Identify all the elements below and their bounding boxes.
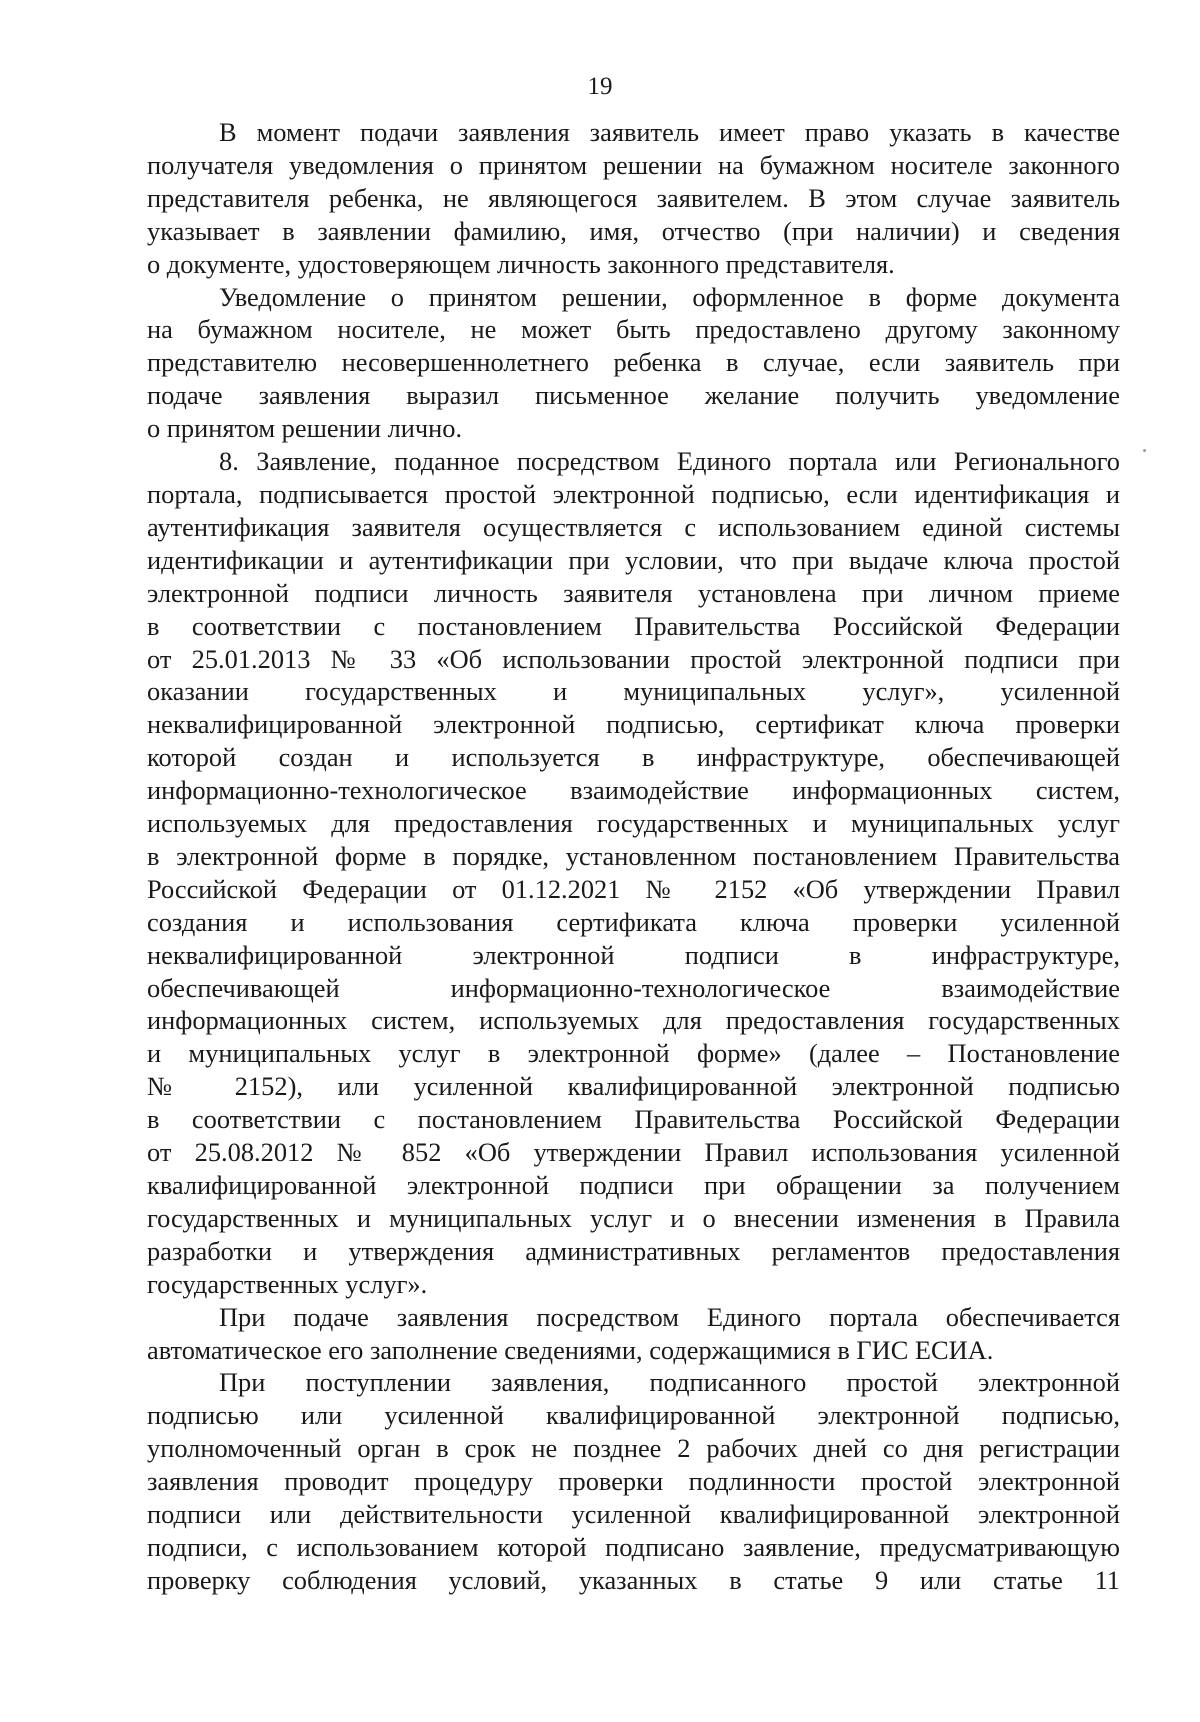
text-line: в электронной форме в порядке, установленном постановлением Правительства [147,840,1120,871]
page-number: 19 [587,73,613,100]
text-line: представителя ребенка, не являющегося заявителем. В этом случае заявитель [147,182,1120,213]
text-line: указывает в заявлении фамилию, имя, отчество (при наличии) и сведения [147,215,1120,246]
text-line: информационно-технологическое взаимодействие информационных систем, [147,775,1120,806]
text-line: неквалифицированной электронной подписи в инфраструктуре, [147,939,1120,970]
text-line: от 25.01.2013 № 33 «Об использовании простой электронной подписи при [147,643,1120,674]
paragraph [147,1366,1120,1596]
text-line: создания и использования сертификата ключа проверки усиленной [147,906,1120,937]
text-line: о принятом решении лично. [147,413,463,444]
document-body [147,116,1120,1597]
text-line: обеспечивающей информационно-технологическое взаимодействие [147,972,1120,1003]
text-line: государственных и муниципальных услуг и о внесении изменения в Правила [147,1202,1120,1233]
text-line: Уведомление о принятом решении, оформленное в форме документа [219,281,1120,312]
text-line: подписью или усиленной квалифицированной электронной подписью, [147,1400,1120,1431]
text-line: квалифицированной электронной подписи при обращении за получением [147,1170,1120,1200]
text-line: информационных систем, используемых для предоставления государственных [147,1005,1120,1036]
text-line: электронной подписи личность заявителя установлена при личном приеме [147,577,1120,608]
text-line: от 25.08.2012 № 852 «Об утверждении Правил использования усиленной [147,1137,1120,1168]
text-line: При поступлении заявления, подписанного простой электронной [219,1367,1120,1398]
text-line: аутентификация заявителя осуществляется с использованием единой системы [147,511,1120,542]
text-line: уполномоченный орган в срок не позднее 2 рабочих дней со дня регистрации [147,1433,1120,1464]
paragraph [147,1301,1120,1367]
text-line: подаче заявления выразил письменное желание получить уведомление [147,380,1120,411]
text-line: разработки и утверждения административных регламентов предоставления [147,1235,1120,1266]
text-line: В момент подачи заявления заявитель имеет право указать в качестве [219,117,1120,147]
text-line: заявления проводит процедуру проверки подлинности простой электронной [147,1466,1120,1497]
paragraph [147,281,1120,446]
text-line: При подаче заявления посредством Единого портала обеспечивается [219,1301,1120,1332]
text-line: подписи, с использованием которой подписано заявление, предусматривающую [147,1531,1120,1562]
text-line: представителю несовершеннолетнего ребенка в случае, если заявитель при [147,347,1120,378]
text-line: портала, подписывается простой электронной подписью, если идентификация и [147,478,1120,509]
text-line: в соответствии с постановлением Правительства Российской Федерации [147,610,1120,641]
text-line: идентификации и аутентификации при условии, что при выдаче ключа простой [147,544,1120,575]
text-line: государственных услуг». [147,1268,428,1299]
text-line: в соответствии с постановлением Правительства Российской Федерации [147,1104,1120,1135]
text-line: автоматическое его заполнение сведениями, содержащимися в ГИС ЕСИА. [147,1334,994,1365]
scan-speck [1143,449,1146,452]
text-line: Российской Федерации от 01.12.2021 № 2152 «Об утверждении Правил [147,873,1120,904]
text-line: неквалифицированной электронной подписью, сертификат ключа проверки [147,709,1120,740]
text-line: и муниципальных услуг в электронной форме» (далее – Постановление [147,1038,1120,1069]
text-line: № 2152), или усиленной квалифицированной электронной подписью [147,1071,1120,1102]
text-line: о документе, удостоверяющем личность законного представителя. [147,248,895,279]
text-line: получателя уведомления о принятом решении на бумажном носителе законного [147,149,1120,180]
paragraph [147,445,1120,1301]
text-line: подписи или действительности усиленной квалифицированной электронной [147,1499,1120,1530]
text-line: 8. Заявление, поданное посредством Единого портала или Регионального [219,446,1120,477]
text-line: оказании государственных и муниципальных услуг», усиленной [147,676,1120,707]
paragraph [147,116,1120,281]
text-line: которой создан и используется в инфраструктуре, обеспечивающей [147,742,1120,773]
text-line: используемых для предоставления государственных и муниципальных услуг [147,808,1120,839]
text-line: на бумажном носителе, не может быть предоставлено другому законному [147,314,1120,345]
text-line: проверку соблюдения условий, указанных в статье 9 или статье 11 [147,1564,1120,1595]
